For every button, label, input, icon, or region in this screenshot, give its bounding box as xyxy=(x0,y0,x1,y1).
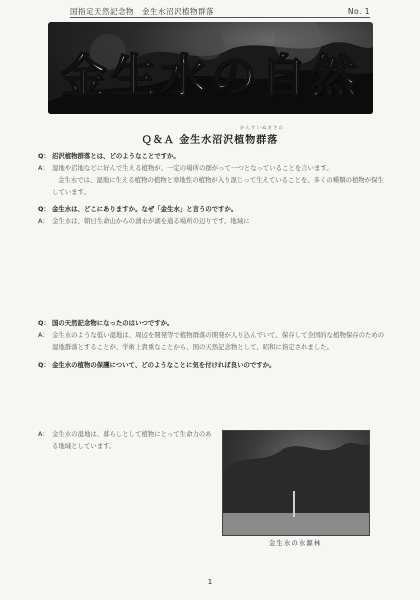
header-series: 国指定天然記念物 金生水沼沢植物群落 xyxy=(70,7,214,16)
photo-caption: 金生水の水源林 xyxy=(268,539,322,547)
answer-3: A： 金生水のような低い湿地は、周辺を開発等で植物群落の開発が人り込んでいて、保存して全国的な植物保存のための湿地群落とすることが、学術上貴重なことから、国の天然記念物として、昭和に指定されました。 xyxy=(38,331,385,352)
title-banner xyxy=(48,22,373,114)
answer-1: A： 湿地や沼地などに好んで生える植物が、一定の場所の群がって一つとなっていることを言います。 金生水では、湿地に生える植物の植物と寒地性の植物が入り混じって生えていることを、多くの種類の植物が保生しています。 xyxy=(38,164,384,197)
title-ruby: かんすいぬまさわ xyxy=(240,126,284,131)
qa-title: Ｑ＆Ａ 金生水沼沢植物群落 xyxy=(141,135,279,146)
question-4: Q： 金生水の植物の保護について、どのようなことに気を付ければ良いのですか。 xyxy=(38,360,276,369)
question-1: Q： 沼沢植物群落とは、どのようなことですか。 xyxy=(38,152,180,160)
answer-4: A： 金生水の湿地は、暮らしとして植物にとって生命力のある地域としています。 xyxy=(38,430,212,451)
banner-title: 金生水の自然 xyxy=(60,49,361,103)
qa-body xyxy=(38,150,390,371)
question-2: Q： 金生水は、どこにありますか。なぜ「金生水」と言うのですか。 xyxy=(38,205,238,214)
header-number: No. 1 xyxy=(347,7,370,16)
question-3: Q： 国の天然記念物になったのはいつですか。 xyxy=(38,319,174,328)
water-source-forest-photo xyxy=(222,430,370,536)
header-line xyxy=(70,6,370,17)
answer-2: A： 金生水は、朝日生命山からの湧水が湖を通る場所の辺りです。地域に xyxy=(38,217,250,226)
page-number: 1 xyxy=(207,578,213,586)
